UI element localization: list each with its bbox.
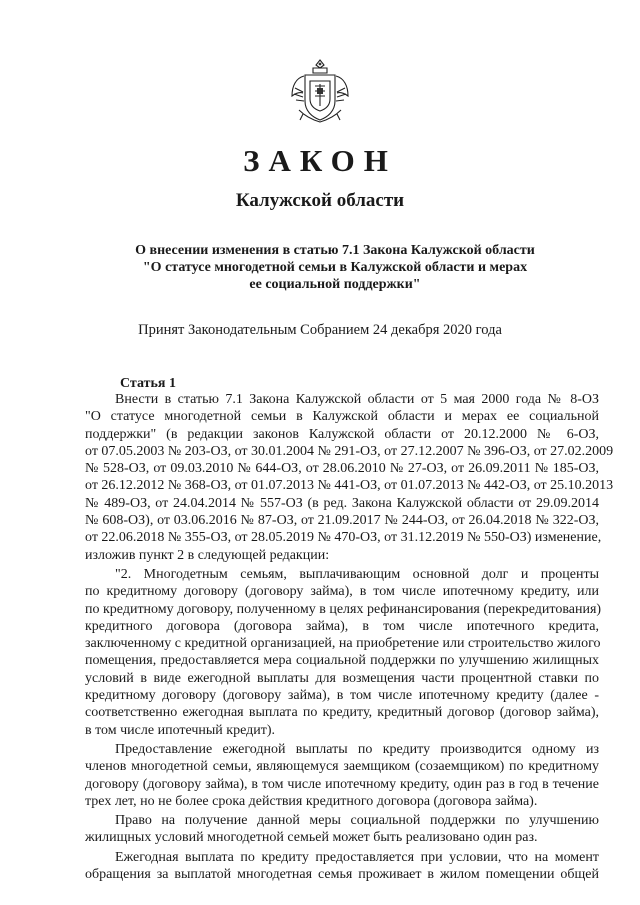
paragraph-line: условий в виде ежегодной выплаты для возмещения части процентной ставки по [85,670,599,686]
paragraph-line: по кредитному договору (договору займа), в том числе ипотечному кредиту, или [85,584,599,600]
paragraph-line: Внести в статью 7.1 Закона Калужской области от 5 мая 2000 года № 8-ОЗ [115,392,599,407]
paragraph-line: трех лет, но не более срока действия кредитного договора (договора займа). [85,793,538,809]
article-body [85,391,614,883]
article-paragraph [85,849,599,884]
law-heading-line: О внесении изменения в статью 7.1 Закона Калужской области [135,243,535,258]
paragraph-line: членов многодетной семьи, являющемуся заемщиком (созаемщиком) по кредитному [85,759,599,775]
coat-of-arms-emblem [289,58,351,126]
paragraph-line: обращения за выплатой многодетная семья проживает в жилом помещении общей [85,867,599,883]
paragraph-line: заключенному с кредитной организацией, на приобретение или строительство жилого [85,636,601,652]
paragraph-line: № 608-ОЗ), от 03.06.2016 № 87-ОЗ, от 21.09.2017 № 244-ОЗ, от 26.04.2018 № 322-ОЗ, [85,513,599,529]
paragraph-line: "О статусе многодетной семьи в Калужской области и мерах ее социальной [85,409,599,425]
paragraph-line: от 22.06.2018 № 355-ОЗ, от 28.05.2019 № 470-ОЗ, от 31.12.2019 № 550-ОЗ) изменение, [85,530,602,546]
paragraph-line: № 489-ОЗ, от 24.04.2014 № 557-ОЗ (в ред. Закона Калужской области от 29.09.2014 [85,495,599,511]
article-paragraph [85,566,602,739]
paragraph-line: № 528-ОЗ, от 09.03.2010 № 644-ОЗ, от 28.06.2010 № 27-ОЗ, от 26.09.2011 № 185-ОЗ, [85,461,599,477]
paragraph-line: по кредитному договору, полученному в целях рефинансирования (перекредитования) [85,601,602,617]
paragraph-line: кредитному договору (договору займа), в том числе ипотечному кредиту (далее - [85,688,599,704]
article-paragraph [85,391,614,564]
law-heading-line: ее социальной поддержки" [249,277,421,292]
paragraph-line: соответственно ежегодная выплата по кредиту, кредитный договор (договор займа), [85,705,599,721]
paragraph-line: от 07.05.2003 № 203-ОЗ, от 30.01.2004 № 291-ОЗ, от 27.12.2007 № 396-ОЗ, от 27.02.2009 [85,443,614,459]
paragraph-line: помещения, предоставляется мера социальной поддержки по улучшению жилищных [85,653,599,669]
paragraph-line: Право на получение данной меры социальной поддержки по улучшению [115,813,599,829]
article-paragraph [85,812,599,847]
paragraph-line: кредитного договора (договора займа), в том числе ипотечного кредита, [85,618,599,634]
document-subtitle: Калужской области [235,190,405,211]
document-title: ЗАКОН [243,143,397,178]
paragraph-line: от 26.12.2012 № 368-ОЗ, от 01.07.2013 № 441-ОЗ, от 01.07.2013 № 442-ОЗ, от 25.10.2013 [85,478,614,494]
adoption-note: Принят Законодательным Собранием 24 декабря 2020 года [138,322,502,338]
law-heading [130,242,540,293]
law-heading-line: "О статусе многодетной семьи в Калужской области и мерах [142,260,528,275]
article-title: Статья 1 [120,376,176,391]
paragraph-line: в том числе ипотечный кредит). [85,722,276,738]
article-paragraph [85,741,599,810]
paragraph-line: Предоставление ежегодной выплаты по кредиту производится одному из [115,741,599,757]
paragraph-line: Ежегодная выплата по кредиту предоставляется при условии, что на момент [115,849,599,865]
paragraph-line: договору (договору займа), в том числе ипотечному кредиту, один раз в год в течение [85,776,599,792]
paragraph-line: поддержки" (в редакции законов Калужской области от 20.12.2000 № 6-ОЗ, [85,426,599,442]
paragraph-line: изложив пункт 2 в следующей редакции: [85,547,330,563]
paragraph-line: жилищных условий многодетной семьей может быть реализовано один раз. [85,830,538,846]
paragraph-line: "2. Многодетным семьям, выплачивающим основной долг и проценты [115,566,599,582]
